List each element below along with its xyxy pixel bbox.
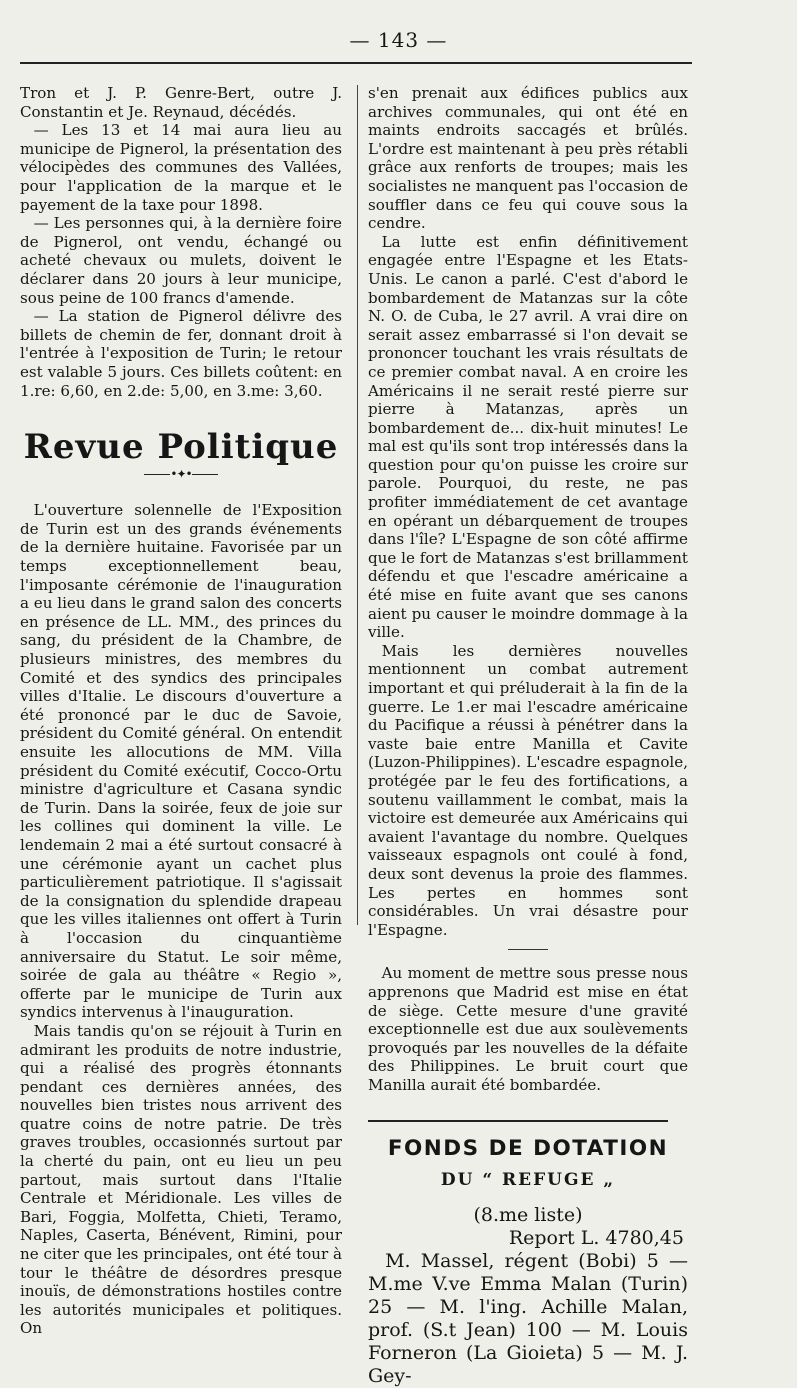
list-number: (8.me liste) bbox=[473, 1203, 583, 1226]
article-paragraph: Mais les dernières nouvelles mentionnent un combat autrement important et qui préluderait à la fin de la guerre. Le 1.er mai l'escadre américaine du Pacifique a réussi à pénétrer dans la vaste baie entre Manilla et Cavite (Luzon-Philippines). L'escadre espagnole, protégée par le feu des fortifications, a soutenu vaillamment le combat, mais la victoire est demeurée aux Américains qui avaient l'avantage du nombre. Quelques vaisseaux espagnols ont coulé à fond, deux sont devenus la proie des flammes. Les pertes en hommes sont considérables. Un vrai désastre pour l'Espagne. bbox=[368, 641, 688, 939]
right-column bbox=[368, 84, 688, 1388]
title-ornament: •✦• bbox=[20, 465, 342, 484]
fund-title: FONDS DE DOTATION bbox=[387, 1136, 669, 1162]
article-paragraph: s'en prenait aux édifices publics aux archives communales, qui ont été en maints endroits saccagés et brûlés. L'ordre est maintenant à peu près rétabli grâce aux renforts de troupes; mais les socialistes ne manquent pas l'occasion de souffler dans ce feu qui couve sous la cendre. bbox=[368, 84, 688, 233]
page-number: — 143 — bbox=[349, 28, 448, 52]
late-news-paragraph: Au moment de mettre sous presse nous apprenons que Madrid est mise en état de siège. Cette mesure d'une gravité exceptionnelle est due aux soulèvements provoqués par les nouvelles de la défaite des Philippines. Le bruit court que Manilla aurait été bombardée. bbox=[368, 964, 688, 1094]
news-paragraph: — La station de Pignerol délivre des billets de chemin de fer, donnant droit à l'entrée à l'exposition de Turin; le retour est valable 5 jours. Ces billets coûtent: en 1.re: 6,60, en 2.de: 5,00, en 3.me: 3,60. bbox=[20, 307, 342, 400]
column-divider bbox=[357, 85, 358, 925]
fund-subtitle: DU “ REFUGE „ bbox=[440, 1170, 616, 1191]
news-paragraph: — Les 13 et 14 mai aura lieu au municipe de Pignerol, la présentation des vélocipèdes des communes des Vallées, pour l'application de la marque et le payement de la taxe pour 1898. bbox=[20, 121, 342, 214]
news-paragraph: Tron et J. P. Genre-Bert, outre J. Constantin et Je. Reynaud, décédés. bbox=[20, 84, 342, 121]
article-paragraph: L'ouverture solennelle de l'Exposition de Turin est un des grands événements de la dernière huitaine. Favorisée par un temps exceptionnellement beau, l'imposante cérémonie de l'inauguration a eu lieu dans le grand salon des concerts en présence de LL. MM., des princes du sang, du président de la Chambre, de plusieurs ministres, des membres du Comité et des syndics des principales villes d'Italie. Le discours d'ouverture a été prononcé par le duc de Savoie, président du Comité général. On entendit ensuite les allocutions de MM. Villa président du Comité exécutif, Cocco-Ortu ministre d'agriculture et Casana syndic de Turin. Dans la soirée, feux de joie sur les collines qui dominent la ville. Le lendemain 2 mai a été surtout consacré à une cérémonie ayant un cachet plus particulièrement patriotique. Il s'agissait de la consignation du splendide drapeau que les villes italiennes ont offert à Turin à l'occasion du cinquantième anniversaire du Statut. Le soir même, soirée de gala au théâtre « Regio », offerte par le municipe de Turin aux syndics intervenus à l'inauguration. bbox=[20, 501, 342, 1022]
section-title: Revue Politique bbox=[23, 427, 339, 468]
report-amount: Report L. 4780,45 bbox=[508, 1226, 684, 1249]
left-column bbox=[20, 84, 342, 1338]
separator-rule bbox=[508, 949, 548, 950]
fund-rule bbox=[368, 1120, 668, 1122]
news-paragraph: — Les personnes qui, à la dernière foire de Pignerol, ont vendu, échangé ou acheté chevaux ou mulets, doivent le déclarer dans 20 jours à leur municipe, sous peine de 100 francs d'amende. bbox=[20, 214, 342, 307]
article-paragraph: La lutte est enfin définitivement engagée entre l'Espagne et les Etats-Unis. Le canon a parlé. C'est d'abord le bombardement de Matanzas sur la côte N. O. de Cuba, le 27 avril. A vrai dire on serait assez embarrassé si l'on devait se prononcer touchant les vrais résultats de ce premier combat naval. A en croire les Américains il ne serait resté pierre sur pierre à Matanzas, après un bombardement de... dix-huit minutes! Le mal est qu'ils sont trop intéressés dans la question pour qu'on puisse les croire sur parole. Pourquoi, du reste, ne pas profiter immédiatement de cet avantage en opérant un débarquement de troupes dans l'île? L'Espagne de son côté affirme que le fort de Matanzas s'est brillamment défendu et que l'escadre américaine a été mise en fuite avant que ses canons aient pu causer le moindre dommage à la ville. bbox=[368, 232, 688, 642]
article-paragraph: Mais tandis qu'on se réjouit à Turin en admirant les produits de notre industrie, qui a réalisé des progrès étonnants pendant ces dernières années, des nouvelles bien tristes nous arrivent des quatre coins de notre patrie. De très graves troubles, occasionnés surtout par la cherté du pain, ont eu lieu un peu partout, mais surtout dans l'Italie Centrale et Méridionale. Les villes de Bari, Foggia, Molfetta, Chieti, Teramo, Naples, Caserta, Bénévent, Rimini, pour ne citer que les principales, ont été tour à tour le théâtre de désordres presque inouïs, de démonstrations hostiles contre les autorités municipales et politiques. On bbox=[20, 1021, 342, 1338]
donor-list: M. Massel, régent (Bobi) 5 — M.me V.ve Emma Malan (Turin) 25 — M. l'ing. Achille Malan, prof. (S.t Jean) 100 — M. Louis Forneron (La Gioieta) 5 — M. J. Gey- bbox=[368, 1249, 688, 1387]
header-rule bbox=[20, 62, 692, 64]
